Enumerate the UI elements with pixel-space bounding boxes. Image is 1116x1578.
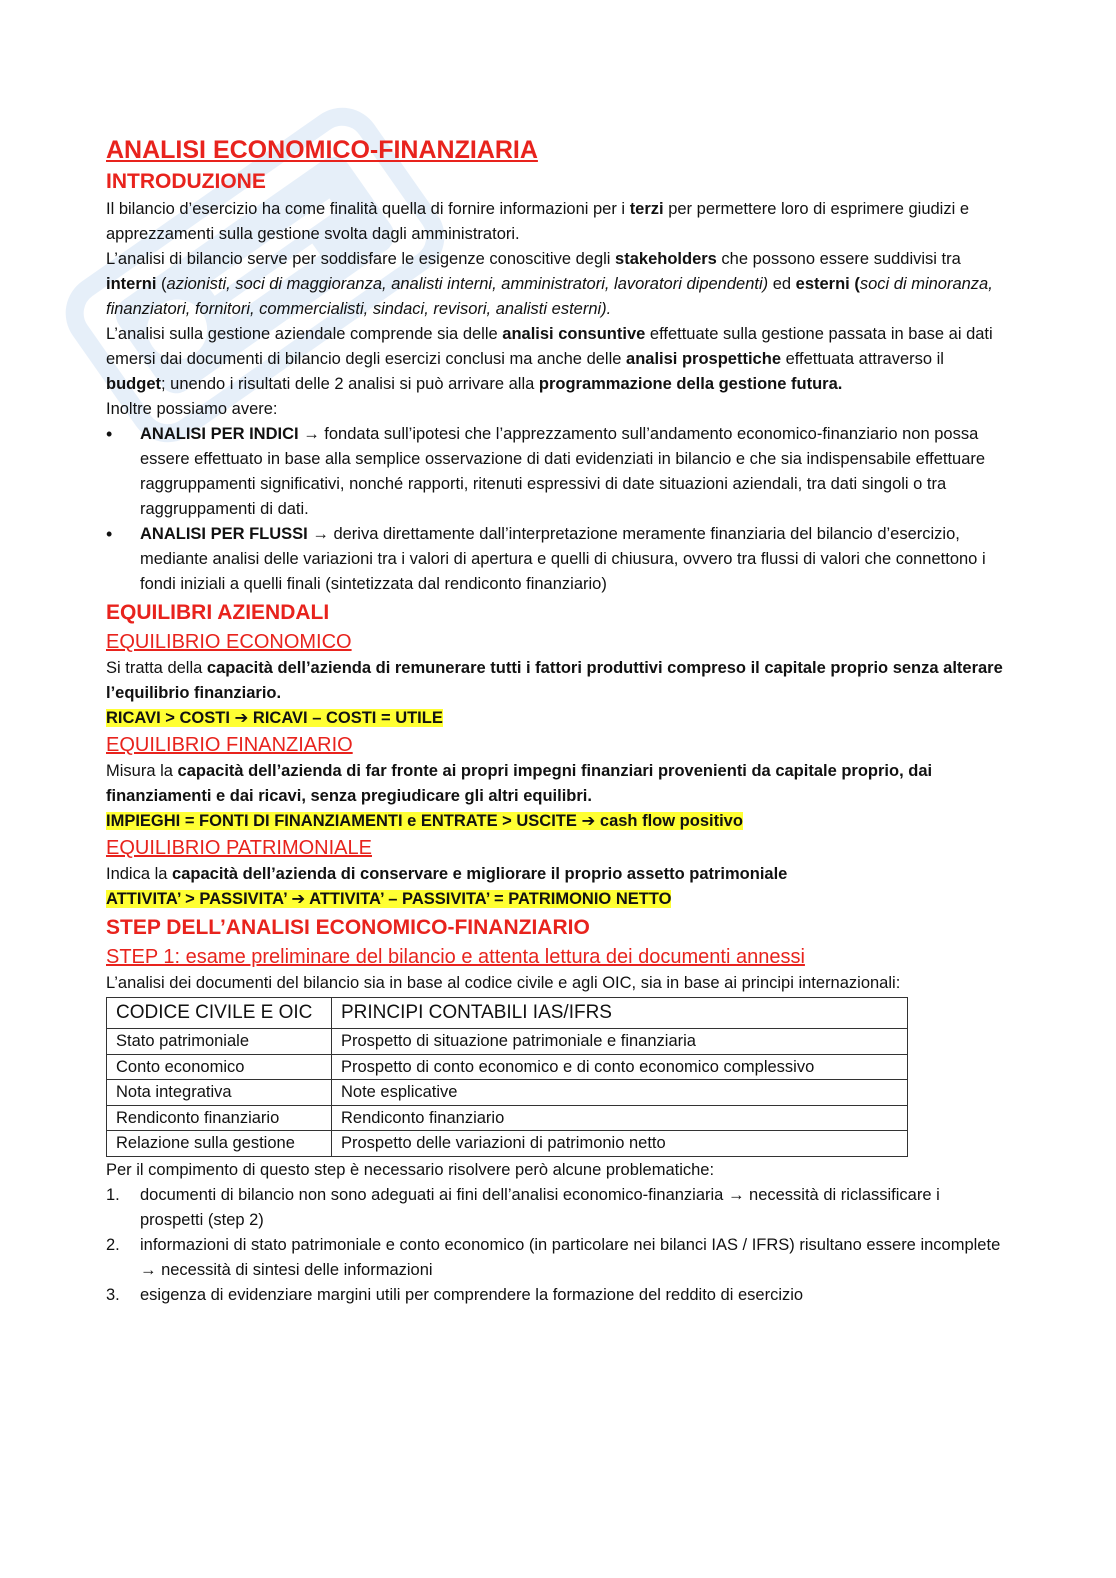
equilibrio-finanziario-text: Misura la capacità dell’azienda di far fronte ai propri impegni finanziari provenienti da capitale proprio, dai finanziamenti e dai ricavi, senza pregiudicare gli altri equilibri. — [106, 762, 933, 805]
bold-arrow-icon: ➔ — [291, 890, 306, 908]
list-item: • ANALISI PER FLUSSI → deriva direttamente dall’interpretazione meramente finanziaria del bilancio d’esercizio, mediante analisi delle variazioni tra i valori di apertura e quelli di chiusura, ovvero tra flussi di valori che connettono i fondi iniziali a quelli finali (sintetizzata dal rendiconto finanziario) — [106, 522, 1006, 597]
subheading-equilibrio-finanziario: EQUILIBRIO FINANZIARIO — [106, 734, 353, 756]
equilibrio-economico-formula: RICAVI > COSTI ➔ RICAVI – COSTI = UTILE — [106, 709, 443, 727]
equilibrio-economico-text: Si tratta della capacità dell’azienda di remunerare tutti i fattori produttivi compreso il capitale proprio senza alterare l’equilibrio finanziario. — [106, 659, 1003, 702]
section-heading-introduzione: INTRODUZIONE — [106, 170, 266, 193]
table-cell: Stato patrimoniale — [107, 1029, 332, 1055]
arrow-icon: → — [298, 425, 325, 443]
table-header-row — [107, 998, 908, 1029]
section-heading-equilibri: EQUILIBRI AZIENDALI — [106, 601, 330, 624]
table-cell: Conto economico — [107, 1054, 332, 1080]
section-heading-step: STEP DELL’ANALISI ECONOMICO-FINANZIARIO — [106, 916, 590, 939]
table-cell: Prospetto di conto economico e di conto economico complessivo — [332, 1054, 908, 1080]
table-cell: Note esplicative — [332, 1080, 908, 1106]
subheading-step-1: STEP 1: esame preliminare del bilancio e attenta lettura dei documenti annessi — [106, 946, 805, 968]
table-header-cell: PRINCIPI CONTABILI IAS/IFRS — [332, 998, 908, 1029]
step-after-text: Per il compimento di questo step è necessario risolvere però alcune problematiche: — [106, 1160, 715, 1179]
table-row — [107, 1029, 908, 1055]
subheading-equilibrio-economico: EQUILIBRIO ECONOMICO — [106, 631, 352, 653]
analysis-types-list — [106, 422, 1006, 597]
document-page — [106, 134, 1006, 1308]
table-row — [107, 1131, 908, 1157]
bold-arrow-icon: ➔ — [234, 709, 249, 727]
table-row — [107, 1105, 908, 1131]
table-cell: Rendiconto finanziario — [107, 1105, 332, 1131]
table-cell: Nota integrativa — [107, 1080, 332, 1106]
list-item: 2. informazioni di stato patrimoniale e conto economico (in particolare nei bilanci IAS / IFRS) risultano essere incomplete → necessità di sintesi delle informazioni — [106, 1235, 1001, 1279]
table-cell: Prospetto di situazione patrimoniale e finanziaria — [332, 1029, 908, 1055]
list-item: 1. documenti di bilancio non sono adeguati ai fini dell’analisi economico-finanziaria → necessità di riclassificare i prospetti (step 2) — [106, 1185, 940, 1229]
problems-list — [106, 1183, 1006, 1308]
subheading-equilibrio-patrimoniale: EQUILIBRIO PATRIMONIALE — [106, 837, 372, 859]
table-row — [107, 1054, 908, 1080]
table-row — [107, 1080, 908, 1106]
arrow-icon: → — [307, 525, 334, 543]
intro-paragraph-1: Il bilancio d’esercizio ha come finalità quella di fornire informazioni per i terzi per permettere loro di esprimere giudizi e apprezzamenti sulla gestione svolta dagli amministratori. — [106, 200, 970, 243]
document-title: ANALISI ECONOMICO-FINANZIARIA — [106, 136, 538, 164]
intro-paragraph-3: L’analisi sulla gestione aziendale comprende sia delle analisi consuntive effettuate sulla gestione passata in base ai dati emersi dai documenti di bilancio degli esercizi conclusi ma anche delle analisi prospettiche effettuata attraverso il budget; unendo i risultati delle 2 analisi si può arrivare alla programmazione della gestione futura. — [106, 325, 993, 393]
equilibrio-patrimoniale-text: Indica la capacità dell’azienda di conservare e migliorare il proprio assetto patrimoniale — [106, 865, 788, 883]
equilibrio-patrimoniale-formula: ATTIVITA’ > PASSIVITA’ ➔ ATTIVITA’ – PASSIVITA’ = PATRIMONIO NETTO — [106, 890, 672, 908]
list-item: 3. esigenza di evidenziare margini utili per comprendere la formazione del reddito di esercizio — [106, 1285, 804, 1304]
table-cell: Prospetto delle variazioni di patrimonio netto — [332, 1131, 908, 1157]
table-cell: Relazione sulla gestione — [107, 1131, 332, 1157]
list-item: • ANALISI PER INDICI → fondata sull’ipotesi che l’apprezzamento sull’andamento economico-finanziario non possa essere effettuato in base alla semplice osservazione di dati evidenziati in bilancio e che sia indispensabile effettuare raggruppamenti significativi, nonché rapporti, ritenuti espressivi di date situazioni aziendali, tra dati singoli o tra raggruppamenti di dati. — [106, 422, 1006, 522]
bold-arrow-icon: ➔ — [581, 812, 596, 830]
equilibrio-finanziario-formula: IMPIEGHI = FONTI DI FINANZIAMENTI e ENTRATE > USCITE ➔ cash flow positivo — [106, 812, 743, 830]
intro-paragraph-2: L’analisi di bilancio serve per soddisfare le esigenze conoscitive degli stakeholders che possono essere suddivisi tra interni (azionisti, soci di maggioranza, analisti interni, amministratori, lavoratori dipendenti) ed esterni (soci di minoranza, finanziatori, fornitori, commercialisti, sindaci, revisori, analisti esterni). — [106, 250, 993, 318]
step-intro-text: L’analisi dei documenti del bilancio sia in base al codice civile e agli OIC, sia in base ai principi internazionali: — [106, 974, 901, 992]
table-cell: Rendiconto finanziario — [332, 1105, 908, 1131]
intro-paragraph-4: Inoltre possiamo avere: — [106, 400, 278, 418]
documents-table — [106, 997, 908, 1157]
table-header-cell: CODICE CIVILE E OIC — [107, 998, 332, 1029]
